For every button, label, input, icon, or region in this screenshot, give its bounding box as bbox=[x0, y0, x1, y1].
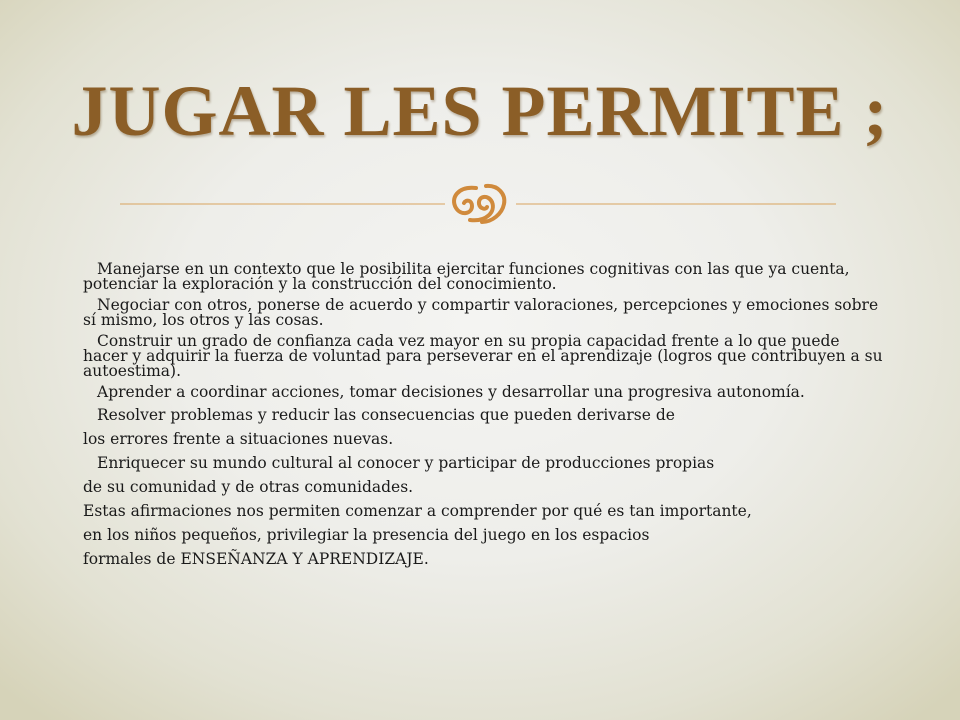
list-item: Resolver problemas y reducir las consecuencias que pueden derivarse de bbox=[97, 406, 675, 424]
ornament-scroll-icon bbox=[454, 186, 504, 222]
text-line: formales de ENSEÑANZA Y APRENDIZAJE. bbox=[83, 550, 429, 568]
list-item: Negociar con otros, ponerse de acuerdo y compartir valoraciones, percepciones y emociones sobre sí mismo, los otros y las cosas. bbox=[83, 296, 879, 329]
list-item: Construir un grado de confianza cada vez mayor en su propia capacidad frente a lo que puede hacer y adquirir la fuerza de voluntad para perseverar en el aprendizaje (logros que contribuyen a su autoestima). bbox=[83, 332, 883, 380]
text-line: Estas afirmaciones nos permiten comenzar a comprender por qué es tan importante, bbox=[83, 502, 752, 520]
title-divider bbox=[120, 180, 836, 230]
slide-title: JUGAR LES PERMITE ; bbox=[71, 71, 889, 151]
text-line: de su comunidad y de otras comunidades. bbox=[83, 478, 414, 496]
list-item: Aprender a coordinar acciones, tomar decisiones y desarrollar una progresiva autonomía. bbox=[97, 383, 805, 401]
list-item: Manejarse en un contexto que le posibilita ejercitar funciones cognitivas con las que ya cuenta, potenciar la exploración y la construcción del conocimiento. bbox=[83, 260, 850, 293]
slide-body bbox=[83, 262, 883, 574]
text-line: los errores frente a situaciones nuevas. bbox=[83, 430, 394, 448]
text-line: en los niños pequeños, privilegiar la presencia del juego en los espacios bbox=[83, 526, 650, 544]
list-item: Enriquecer su mundo cultural al conocer y participar de producciones propias bbox=[97, 454, 715, 472]
